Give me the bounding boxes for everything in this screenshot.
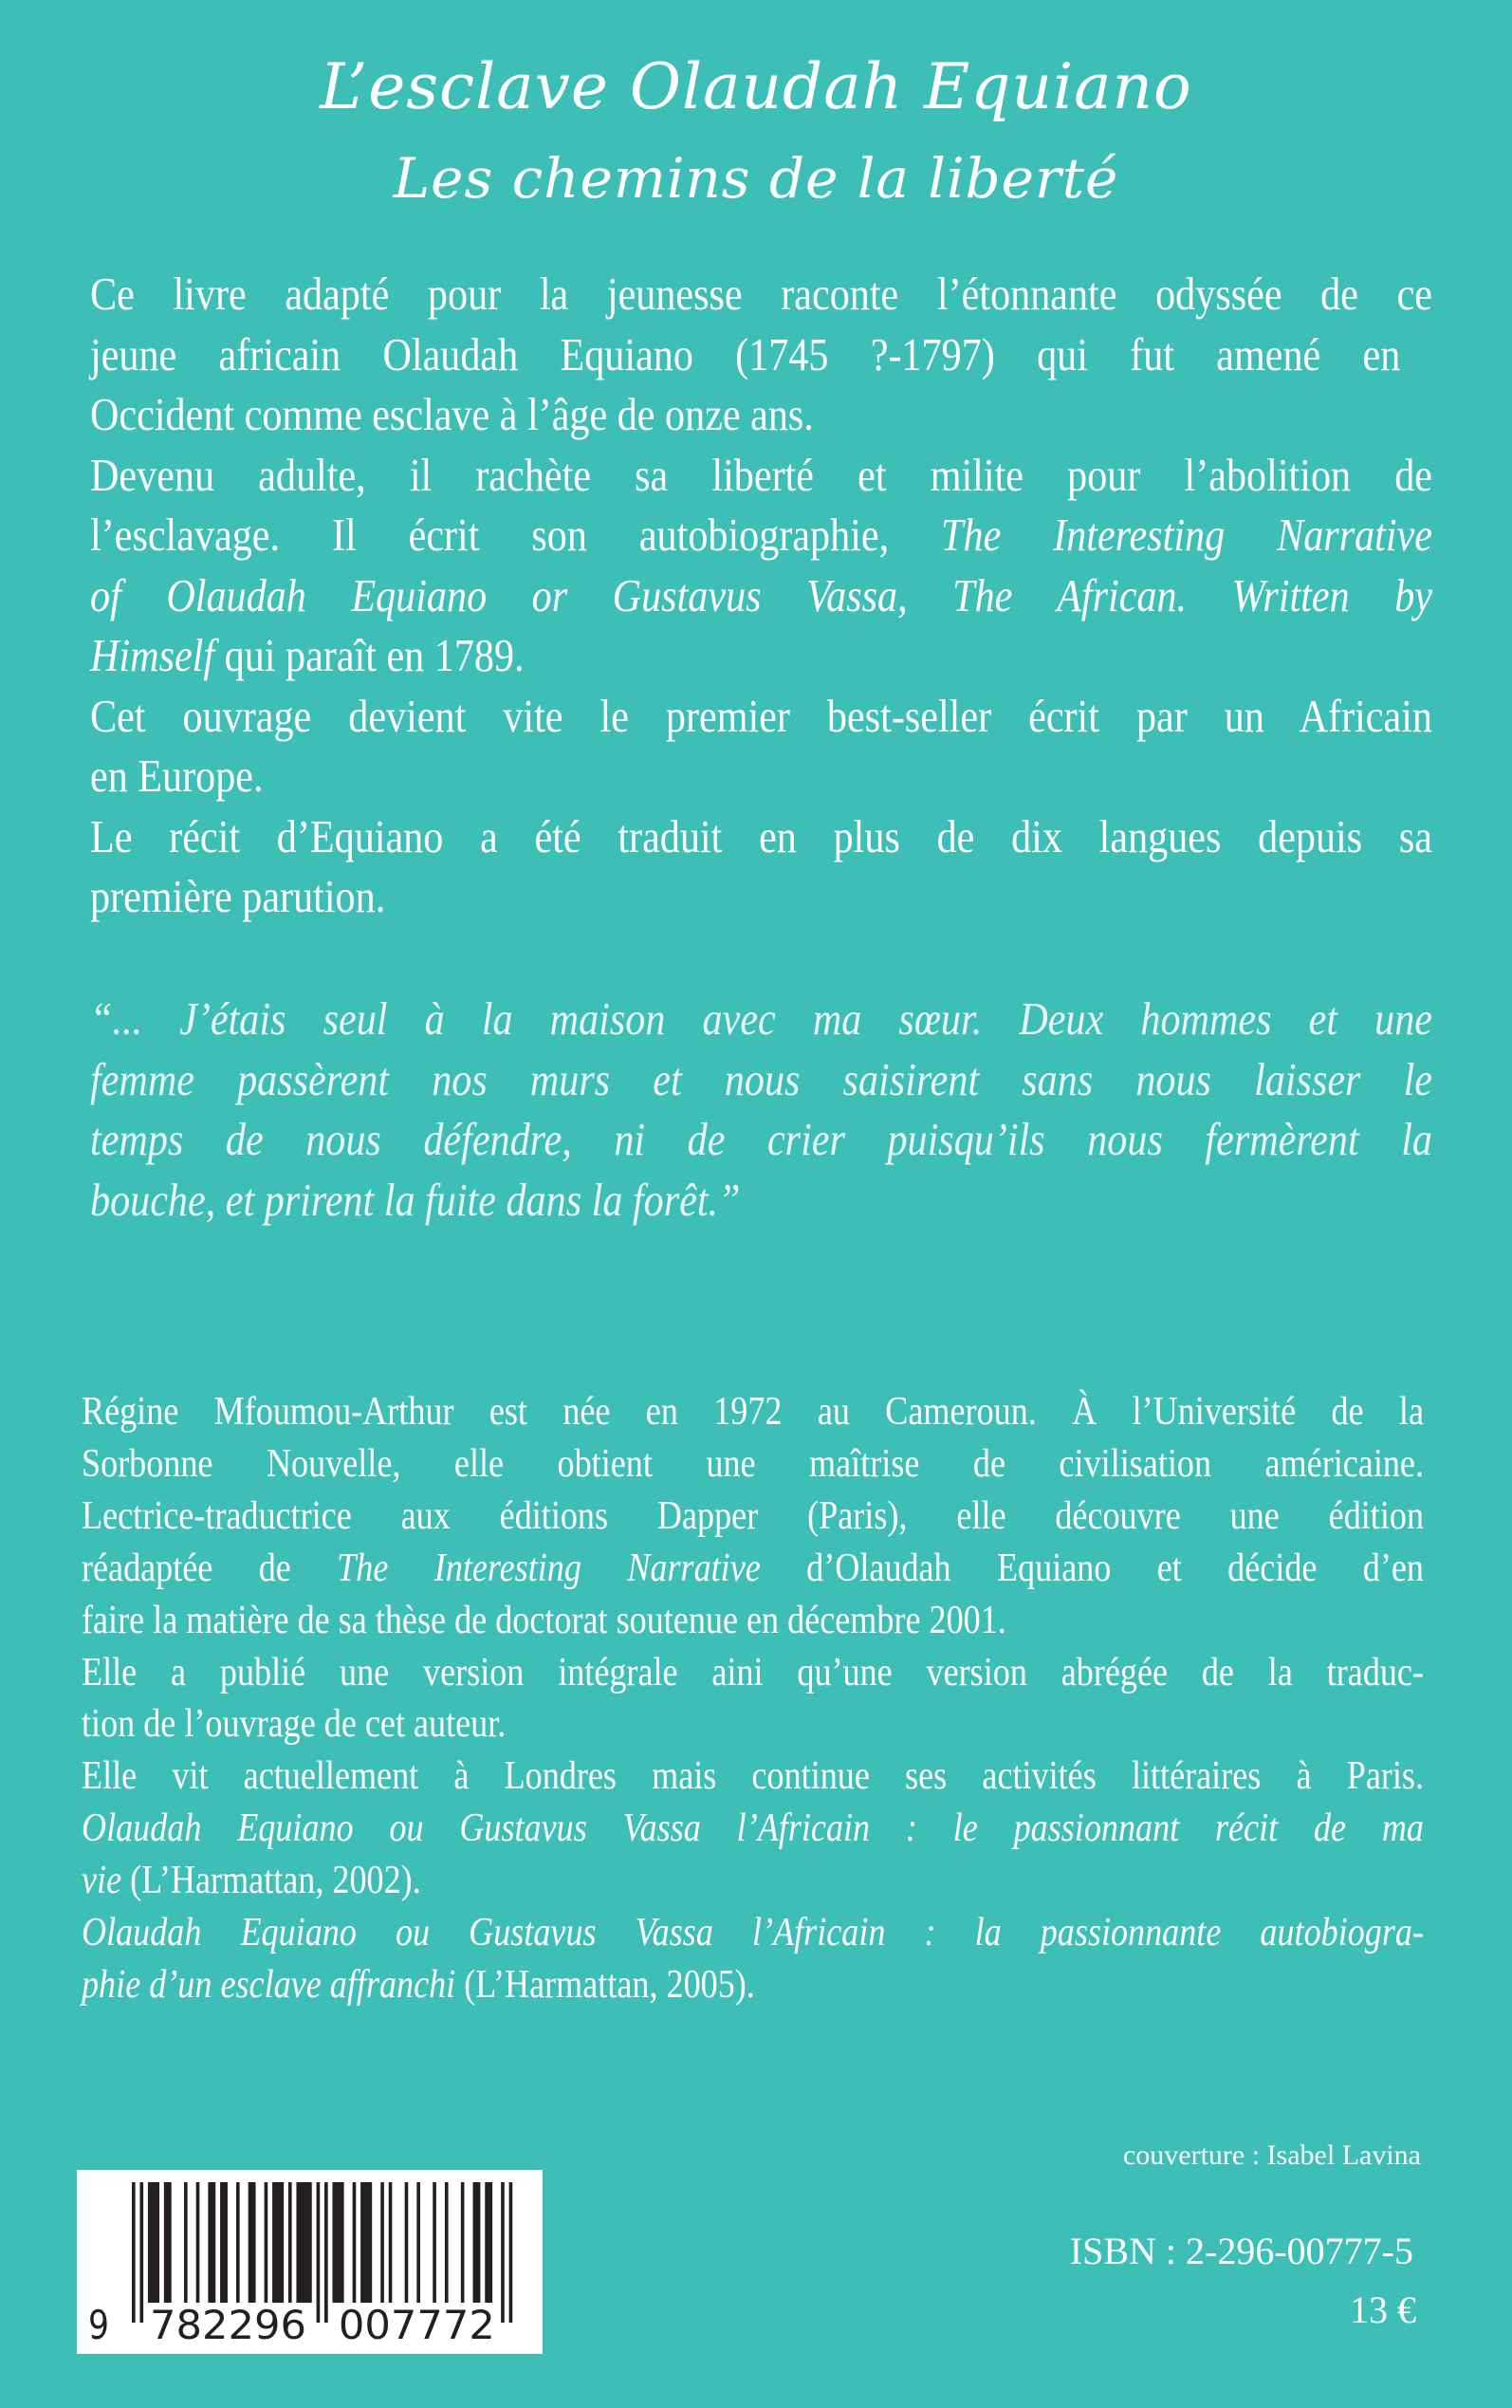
ean13-barcode [77,2170,543,2354]
barcode-bar [461,2182,465,2303]
italic-text: The Interesting Narrative [337,1546,761,1590]
italic-text: vie [82,1859,122,1903]
barcode-bar [485,2182,492,2303]
barcode-bar [333,2182,344,2303]
text: jeune africain Olaudah Equiano (1745 ?-1797) qui fut amené en [90,327,1401,380]
text-line [90,1173,741,1227]
barcode-bar [184,2182,188,2303]
text: Régine Mfoumou-Arthur est née en 1972 au Cameroun. À l’Université de la [82,1390,1424,1434]
barcode-bar [405,2182,409,2303]
barcode-bar [288,2182,292,2303]
text-line [90,749,264,806]
barcode-right-digits: 007772 [338,2302,495,2348]
barcode-bar [296,2182,311,2303]
text: Ce livre adapté pour la jeunesse raconte l’étonnante odyssée de ce [90,268,1432,320]
text-line [90,568,1432,625]
barcode-bar [249,2182,256,2303]
text-line [90,991,1432,1046]
text: d’Olaudah Equiano et décide d’en [760,1546,1424,1590]
text-line [90,387,814,444]
text-line [82,1701,506,1747]
text: Le récit d’Equiano a été traduit en plus de dix langues depuis sa [90,809,1432,862]
text-line [90,508,1432,565]
text: (L’Harmattan, 2002). [121,1859,421,1903]
italic-text: of Olaudah Equiano or Gustavus Vassa, The African. Written by [90,568,1432,621]
text-line [82,1441,1424,1487]
italic-text: phie d’un esclave affranchi [82,1962,456,2007]
text: femme passèrent nos murs et nous saisirent sans nous laisser le [90,1052,1433,1105]
price: 13 € [1350,2288,1416,2331]
italic-text: Olaudah Equiano ou Gustavus Vassa l’Africain : la passionnante autobiogra- [82,1911,1424,1954]
barcode-bar [473,2182,481,2303]
barcode-bar [132,2182,136,2323]
cover-credit: couverture : Isabel Lavina [1122,2139,1421,2171]
text: première parution. [90,870,386,922]
barcode-bar [220,2182,228,2303]
text-line [90,689,1432,746]
text-line [82,1650,1424,1695]
text: Elle vit actuellement à Londres mais continue ses activités littéraires à Paris. [82,1754,1425,1799]
book-title: L’esclave Olaudah Equiano [320,50,1192,123]
text-line [90,628,525,685]
italic-text: Himself [90,629,215,681]
text: Sorbonne Nouvelle, elle obtient une maîtrise de civilisation américaine. [82,1441,1425,1486]
italic-text: The Interesting Narrative [941,509,1432,561]
text: faire la matière de sa thèse de doctorat soutenue en décembre 2001. [82,1598,1006,1642]
text: l’esclavage. Il écrit son autobiographie, [90,509,942,561]
text-line [82,1389,1424,1435]
barcode-bar [416,2182,420,2303]
text-line [90,327,1400,384]
text-line [90,809,1432,866]
barcode-bar [509,2182,513,2323]
text: bouche, et prirent la fuite dans la forêt.” [90,1174,741,1227]
text: temps de nous défendre, ni de crier puisqu’ils nous fermèrent la [90,1113,1433,1166]
barcode-bar [360,2182,372,2303]
barcode-bar [445,2182,449,2303]
text-line [82,1598,1006,1643]
text-line [82,1806,1424,1851]
book-subtitle: Les chemins de la liberté [393,146,1119,211]
barcode-bar [265,2182,268,2303]
text-line [90,1112,1432,1166]
text: tion de l’ouvrage de cet auteur. [82,1702,507,1747]
text: (L’Harmattan, 2005). [455,1962,755,2007]
text: “... J’étais seul à la maison avec ma sœur. Deux hommes et une [90,992,1432,1045]
barcode-bars [77,2170,543,2354]
italic-text: Olaudah Equiano ou Gustavus Vassa l’Africain : le passionnant récit de ma [82,1806,1424,1851]
text: Lectrice-traductrice aux éditions Dapper (Paris), elle découvre une édition [82,1493,1425,1538]
text: Elle a publié une version intégrale aini qu’une version abrégée de la traduc- [82,1650,1424,1695]
barcode-bar [324,2182,328,2323]
barcode-bar [380,2182,384,2303]
barcode-bar [208,2182,215,2303]
text-line [90,1052,1432,1106]
barcode-bar [272,2182,284,2303]
barcode-left-digits: 782296 [150,2302,307,2348]
isbn-number: ISBN : 2-296-00777-5 [1069,2230,1413,2272]
barcode-bar [164,2182,172,2303]
barcode-bar [196,2182,200,2303]
text: qui paraît en 1789. [214,629,525,681]
barcode-bar [317,2182,321,2323]
text: en Europe. [90,750,264,802]
barcode-bar [433,2182,436,2303]
barcode-bar [139,2182,143,2323]
text: réadaptée de [82,1546,338,1590]
text: Occident comme esclave à l’âge de onze ans. [90,388,814,440]
barcode-bar [353,2182,357,2303]
text-line [90,869,385,926]
text-line [82,1753,1424,1799]
text-line [90,267,1432,324]
text: Cet ouvrage devient vite le premier best-seller écrit par un Africain [90,689,1432,742]
barcode-bar [148,2182,159,2303]
text-line [82,1962,755,2008]
text-line [90,448,1432,505]
text-line [82,1493,1424,1539]
text-line [82,1858,421,1903]
text-line [82,1546,1424,1591]
barcode-bar [501,2182,505,2323]
barcode-bar [236,2182,240,2303]
barcode-bar [389,2182,393,2303]
text-line [82,1910,1424,1955]
barcode-first-digit: 9 [88,2302,109,2348]
text: Devenu adulte, il rachète sa liberté et milite pour l’abolition de [90,448,1432,501]
